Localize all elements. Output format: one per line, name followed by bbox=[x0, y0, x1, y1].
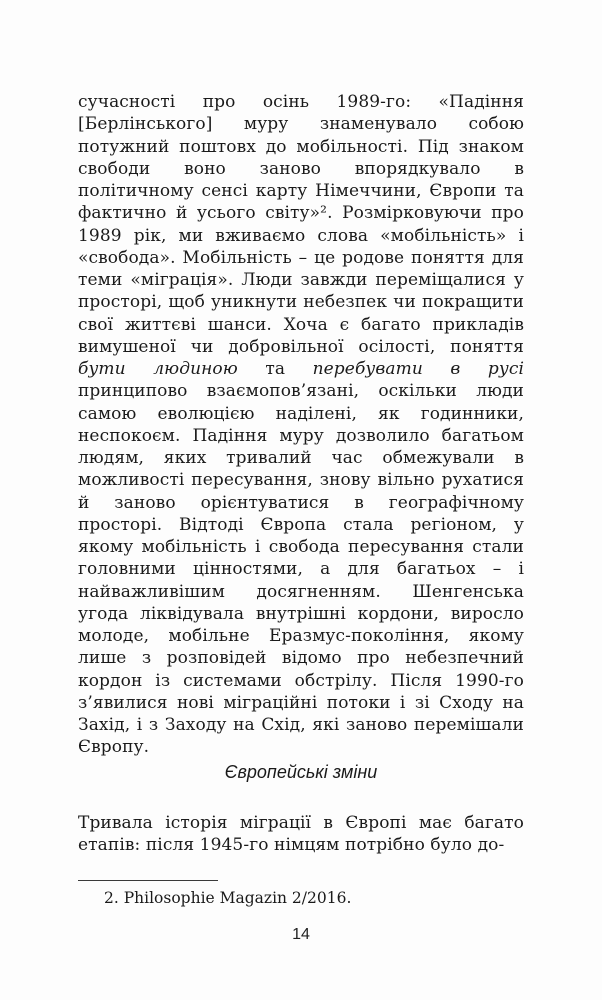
italic-phrase-being-in-motion: перебувати в русі bbox=[312, 359, 524, 379]
paragraph-text-segment: сучасності про осінь 1989-го: «Падіння [Берлінського] муру знаменувало собою потужний поштовх до мобільності. Під знаком свободи воно заново впорядкувало в політичному сенсі карту Німеччини, Європи та фактично й усього світу»². Розмірковуючи про 1989 рік, ми вживаємо слова «мобільність» і «свобода». Мобільність – це родове поняття для теми «міграція». Люди завжди переміщалися у просторі, щоб уникнути небезпек чи покращити свої життєві шанси. Хоча є багато прикладів вимушеної чи добровільної осілості, поняття bbox=[78, 92, 524, 357]
footnote: 2. Philosophie Magazin 2/2016. bbox=[104, 889, 352, 907]
section-heading: Європейські зміни bbox=[224, 762, 378, 782]
paragraph-text-segment: та bbox=[237, 359, 313, 379]
footnote-rule bbox=[78, 880, 218, 881]
paragraph-text-segment: принципово взаємопов’язані, оскільки люди самою еволюцією наділені, як годинники, неспокоєм. Падіння муру дозволило багатьом людям, яких тривалий час обмежували в можливості пересування, знову вільно рухатися й заново орієнтуватися в географічному просторі. Відтоді Європа стала регіоном, у якому мобільність і свобода пересування стали головними цінностями, а для багатьох – і найважливішим досягненням. Шенгенська угода ліквідувала внутрішні кордони, виросло молоде, мобільне Еразмус-покоління, якому лише з розповідей відомо про небезпечний кордон із системами обстрілу. Після 1990-го з’явилися нові міграційні потоки і зі Сходу на Захід, і з Заходу на Схід, які заново перемішали Європу. bbox=[78, 381, 524, 758]
italic-phrase-being-human: бути людиною bbox=[78, 359, 238, 379]
paragraph-continuation bbox=[78, 91, 524, 759]
paragraph-second: Тривала історія міграції в Європі має багато етапів: після 1945-го німцям потрібно було до- bbox=[78, 813, 524, 856]
page-number: 14 bbox=[292, 926, 310, 943]
